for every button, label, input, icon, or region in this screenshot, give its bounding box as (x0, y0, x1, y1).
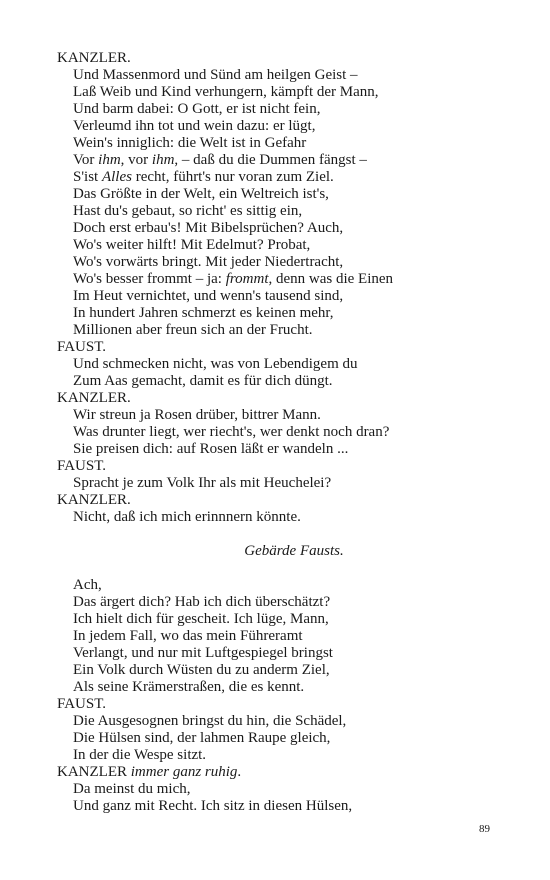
text-segment: Die Ausgesognen bringst du hin, die Schädel, (73, 713, 347, 729)
text-segment: Und barm dabei: O Gott, er ist nicht fein, (73, 101, 321, 117)
verse-line (57, 288, 517, 305)
text-segment: KANZLER (57, 764, 131, 780)
text-segment: Ach, (73, 577, 102, 593)
verse-line (57, 322, 517, 339)
text-segment: Die Hülsen sind, der lahmen Raupe gleich, (73, 730, 331, 746)
verse-line (57, 271, 517, 288)
speaker-name (57, 458, 517, 475)
text-segment: KANZLER. (57, 390, 131, 406)
verse-line (57, 611, 517, 628)
text-segment: Nicht, daß ich mich erinnnern könnte. (73, 509, 301, 525)
text-segment: Und ganz mit Recht. Ich sitz in diesen Hülsen, (73, 798, 353, 814)
text-segment: FAUST. (57, 696, 107, 712)
text-segment: FAUST. (57, 339, 107, 355)
italic-text: Alles (101, 169, 132, 185)
verse-line (57, 679, 517, 696)
verse-line (57, 135, 517, 152)
verse-line (57, 152, 517, 169)
text-segment: Verlangt, und nur mit Luftgespiegel bringst (73, 645, 333, 661)
text-segment: Doch erst erbau's! Mit Bibelsprüchen? Auch, (73, 220, 344, 236)
verse-line (57, 169, 517, 186)
text-segment: recht, führt's nur voran zum Ziel. (131, 169, 334, 185)
text-segment: In jedem Fall, wo das mein Führeramt (73, 628, 303, 644)
text-segment: Verleumd ihn tot und wein dazu: er lügt, (73, 118, 316, 134)
verse-line (57, 475, 517, 492)
text-segment: KANZLER. (57, 492, 131, 508)
verse-line (57, 713, 517, 730)
verse-line (57, 220, 517, 237)
verse-line (57, 67, 517, 84)
speaker-name (57, 390, 517, 407)
text-segment: Zum Aas gemacht, damit es für dich düngt. (73, 373, 333, 389)
text-segment: Als seine Krämerstraßen, die es kennt. (73, 679, 305, 695)
verse-line (57, 84, 517, 101)
text-segment: Hast du's gebaut, so richt' es sittig ein, (73, 203, 303, 219)
text-segment: Ich hielt dich für gescheit. Ich lüge, Mann, (73, 611, 329, 627)
stage-direction (57, 543, 517, 560)
verse-line (57, 441, 517, 458)
text-segment: Wein's inniglich: die Welt ist in Gefahr (73, 135, 307, 151)
text-segment: In der die Wespe sitzt. (73, 747, 207, 763)
page-number: 89 (479, 823, 490, 835)
drama-text (57, 50, 517, 815)
text-segment: Wir streun ja Rosen drüber, bittrer Mann. (73, 407, 321, 423)
italic-text: Gebärde Fausts. (244, 543, 344, 559)
verse-line (57, 356, 517, 373)
verse-line (57, 662, 517, 679)
italic-text: ihm (98, 152, 121, 168)
verse-line (57, 424, 517, 441)
verse-line (57, 203, 517, 220)
text-segment: S'ist (73, 169, 102, 185)
text-segment: , – daß du die Dummen fängst – (174, 152, 367, 168)
text-segment: Im Heut vernichtet, und wenn's tausend sind, (73, 288, 344, 304)
text-segment: , denn was die Einen (268, 271, 394, 287)
text-segment: Das Größte in der Welt, ein Weltreich ist's, (73, 186, 329, 202)
text-segment: Und Massenmord und Sünd am heilgen Geist – (73, 67, 358, 83)
text-segment: Und schmecken nicht, was von Lebendigem du (73, 356, 358, 372)
text-segment: Millionen aber freun sich an der Frucht. (73, 322, 313, 338)
verse-line (57, 407, 517, 424)
text-segment: Ein Volk durch Wüsten du zu anderm Ziel, (73, 662, 330, 678)
verse-line (57, 186, 517, 203)
text-segment: Spracht je zum Volk Ihr als mit Heuchelei? (73, 475, 332, 491)
text-segment: Da meinst du mich, (73, 781, 191, 797)
text-segment: Wo's besser frommt – ja: (73, 271, 226, 287)
speaker-name (57, 339, 517, 356)
verse-line (57, 101, 517, 118)
text-segment: FAUST. (57, 458, 107, 474)
blank-line (57, 560, 517, 577)
verse-line (57, 730, 517, 747)
text-segment: Sie preisen dich: auf Rosen läßt er wandeln ... (73, 441, 349, 457)
verse-line (57, 305, 517, 322)
verse-line (57, 798, 517, 815)
verse-line (57, 118, 517, 135)
speaker-name (57, 696, 517, 713)
speaker-name (57, 50, 517, 67)
italic-text: ihm (151, 152, 175, 168)
text-segment: , vor (120, 152, 152, 168)
speaker-name (57, 492, 517, 509)
text-segment: Das ärgert dich? Hab ich dich überschätzt? (73, 594, 331, 610)
text-segment: KANZLER. (57, 50, 131, 66)
verse-line (57, 237, 517, 254)
verse-line (57, 254, 517, 271)
verse-line (57, 747, 517, 764)
verse-line (57, 645, 517, 662)
text-segment: Vor (73, 152, 99, 168)
verse-line (57, 781, 517, 798)
verse-line (57, 509, 517, 526)
text-segment: Was drunter liegt, wer riecht's, wer denkt noch dran? (73, 424, 390, 440)
text-segment: Wo's weiter hilft! Mit Edelmut? Probat, (73, 237, 311, 253)
italic-text: frommt (225, 271, 269, 287)
italic-text: immer ganz ruhig (130, 764, 238, 780)
speaker-name (57, 764, 517, 781)
blank-line (57, 526, 517, 543)
verse-line (57, 594, 517, 611)
text-segment: Wo's vorwärts bringt. Mit jeder Niedertracht, (73, 254, 344, 270)
text-segment: In hundert Jahren schmerzt es keinen mehr, (73, 305, 334, 321)
verse-line (57, 628, 517, 645)
verse-line (57, 577, 517, 594)
text-segment: Laß Weib und Kind verhungern, kämpft der Mann, (73, 84, 379, 100)
text-segment: . (237, 764, 242, 780)
verse-line (57, 373, 517, 390)
